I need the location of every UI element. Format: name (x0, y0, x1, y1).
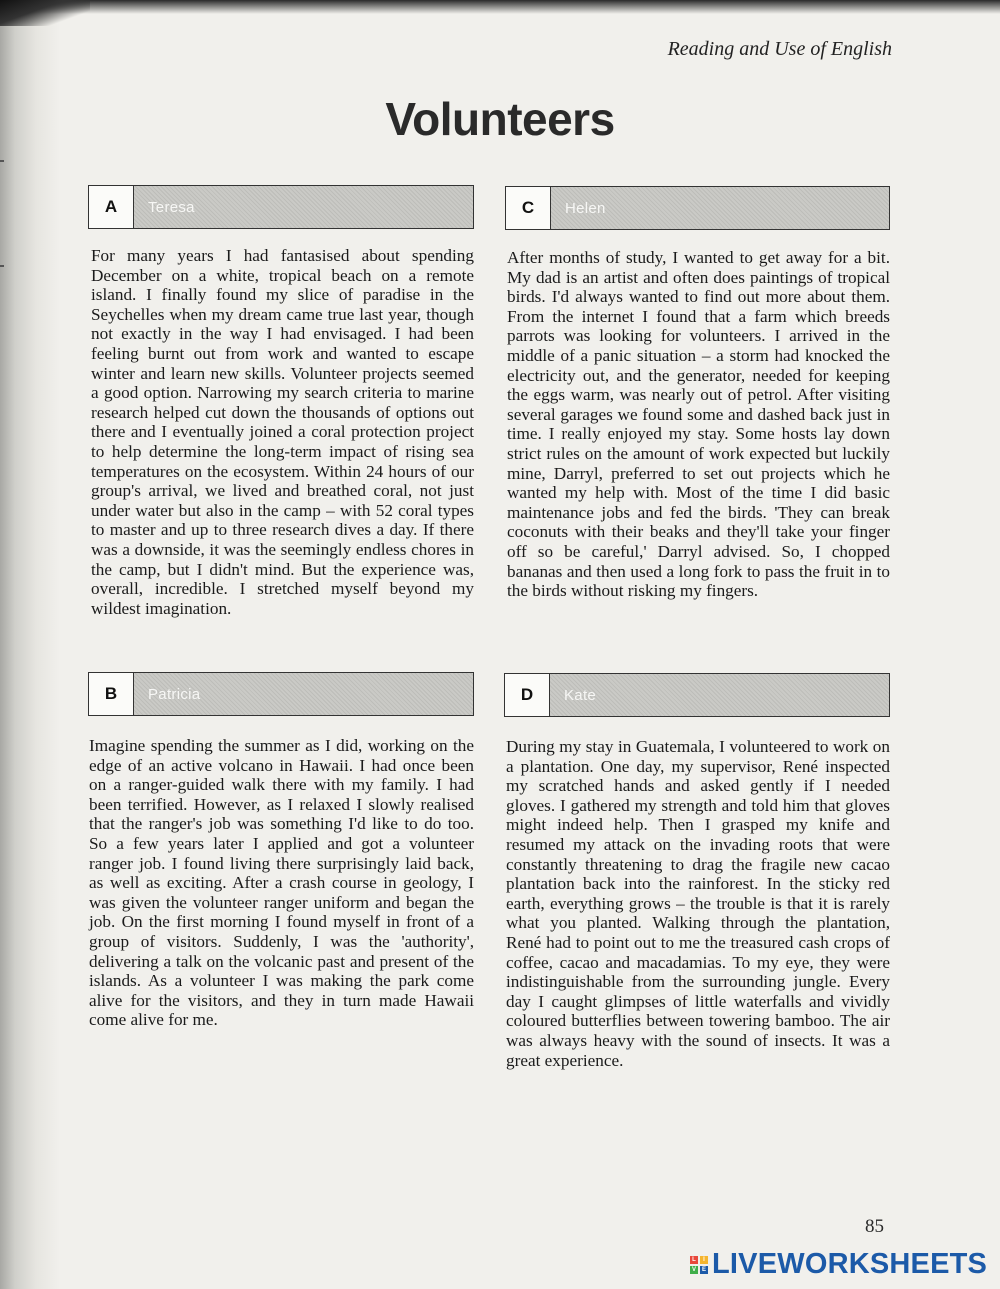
section-header: Reading and Use of English (667, 38, 892, 60)
section-c-header (505, 186, 890, 230)
section-b-letter: B (89, 673, 134, 715)
book-spine-shadow (0, 0, 60, 1289)
corner-shadow (0, 0, 90, 26)
liveworksheets-icon (690, 1256, 708, 1274)
page-number: 85 (865, 1216, 884, 1237)
logo-tile-v: V (691, 1266, 696, 1273)
edge-mark (0, 265, 4, 267)
section-b-name: Patricia (134, 673, 473, 715)
liveworksheets-brand: LIVEWORKSHEETS (712, 1248, 988, 1280)
page-title: Volunteers (385, 93, 615, 145)
section-d-text: During my stay in Guatemala, I volunteered to work on a plantation. One day, my supervisor, René inspected my scratched hands and asked gently if I needed gloves. I gathered my strength and told him that gloves might indeed help. Then I grasped my knife and resumed my attack on the invading roots that were constantly threatening to drag the fragile new cacao plantation back into the rainforest. In the sticky red earth, everything grows – the trouble is that it is rarely what you planted. Walking through the plantation, René had to point out to me the treasured cash crops of coffee, cacao and macadamias. To my eye, they were indistinguishable from the surrounding jungle. Every day I caught glimpses of little waterfalls and vividly coloured butterflies between towering bamboo. The air was always heavy with the sound of insects. It was a great experience. (506, 737, 890, 1070)
section-b-text: Imagine spending the summer as I did, working on the edge of an active volcano in Hawaii. I had once been on a ranger-guided walk there with my family. I had been terrified. However, as I relaxed I slowly realised that the ranger's job was something I'd like to do too. So a few years later I applied and got a volunteer ranger job. I found living there surprisingly laid back, as well as exciting. After a crash course in geology, I was given the volunteer ranger uniform and began the job. On the first morning I found myself in front of a group of visitors. Suddenly, I was the 'authority', delivering a talk on the volcanic past and present of the islands. As a volunteer I was making the park come alive for the visitors, and they in turn made Hawaii come alive for me. (89, 736, 474, 1030)
top-edge-shadow (0, 0, 1000, 14)
section-a-name: Teresa (134, 186, 473, 228)
edge-mark (0, 160, 4, 162)
section-c-letter: C (506, 187, 551, 229)
section-c-text: After months of study, I wanted to get away for a bit. My dad is an artist and often does paintings of tropical birds. I'd always wanted to find out more about them. From the internet I found that a farm which breeds parrots was looking for volunteers. I arrived in the middle of a panic situation – a storm had knocked the electricity out, and the generator, needed for keeping the eggs warm, was nearly out of petrol. After visiting several garages we found some and dashed back just in time. I really enjoyed my stay. Some hosts lay down strict rules on the amount of work expected but luckily mine, Darryl, preferred to set out projects which he wanted my help with. Most of the time I did basic maintenance jobs and fed the birds. 'They can break coconuts with their beaks and they'll take your finger off so be careful,' Darryl advised. So, I chopped bananas and then used a long fork to pass the fruit in to the birds without risking my fingers. (507, 248, 890, 601)
section-a-text: For many years I had fantasised about spending December on a white, tropical beach on a remote island. I finally found my slice of paradise in the Seychelles when my dream came true last year, though not exactly in the way I had envisaged. I had been feeling burnt out from work and wanted to escape winter and learn new skills. Volunteer projects seemed a good option. Narrowing my search criteria to marine research helped cut down the thousands of options out there and I eventually joined a coral protection project to help determine the long-term impact of rising sea temperatures on the ecosystem. Within 24 hours of our group's arrival, we lived and breathed coral, not just under water but also in the camp – with 52 coral types to master and up to three research dives a day. If there was a downside, it was the seemingly endless chores in the camp, but I didn't mind. But the experience was, overall, incredible. I stretched myself beyond my wildest imagination. (91, 246, 474, 618)
section-a-header (88, 185, 474, 229)
logo-tile-e: E (701, 1266, 706, 1273)
section-a-letter: A (89, 186, 134, 228)
section-d-name: Kate (550, 674, 889, 716)
section-d-letter: D (505, 674, 550, 716)
section-c-name: Helen (551, 187, 889, 229)
section-d-header (504, 673, 890, 717)
logo-tile-l: L (690, 1256, 698, 1264)
section-b-header (88, 672, 474, 716)
liveworksheets-logo (690, 1248, 987, 1281)
logo-tile-i: I (700, 1256, 708, 1264)
